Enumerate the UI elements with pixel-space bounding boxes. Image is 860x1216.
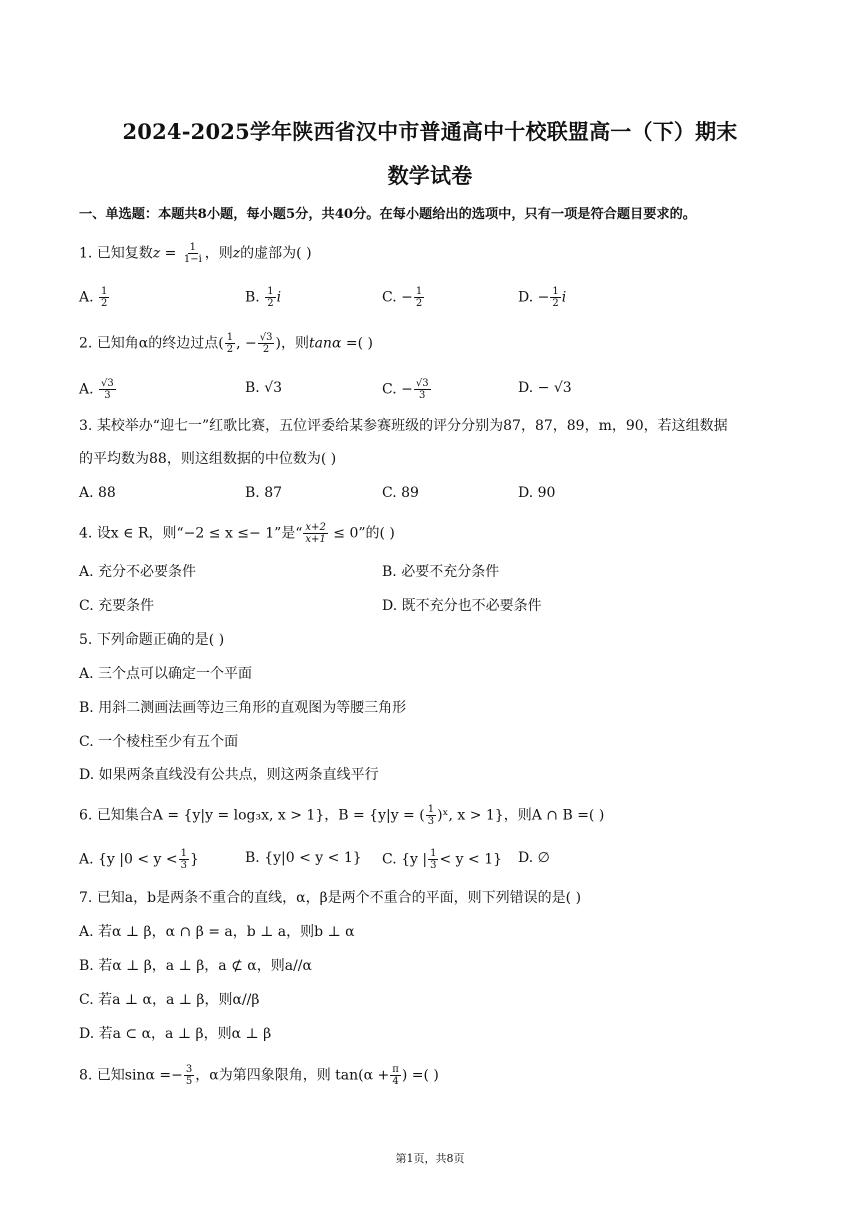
option-b: B. √3 (245, 380, 283, 396)
exam-title-line2: 数学试卷 (387, 163, 473, 188)
fraction: $\frac{√3}{2}$ (259, 332, 273, 355)
option-a: A. {y |0 < y < $\frac{1}{3}$ } (79, 848, 199, 871)
option-d: D. ∅ (518, 850, 550, 866)
option-a: A. 88 (79, 485, 116, 501)
option-c: C. 一个棱柱至少有五个面 (79, 734, 239, 750)
option-a: A. $\frac{√3}{3}$ (79, 378, 114, 401)
option-b: B. 用斜二测画法画等边三角形的直观图为等腰三角形 (79, 700, 407, 716)
question-number: 1. (79, 245, 93, 262)
option-d: D. 90 (518, 485, 556, 501)
fraction: $\frac{x+2}{x+1}$ (305, 522, 326, 545)
fraction: $\frac{1}{1-i}$ (183, 242, 202, 265)
question-number: 2. (79, 335, 93, 352)
question-8: 8. 已知sinα =− $\frac{3}{5}$ ，α为第四象限角，则 tan(α + $\frac{\pi}{4}$ ) =( ) (79, 1064, 439, 1087)
fraction: $\frac{\pi}{4}$ (392, 1064, 399, 1087)
option-c: C. 充要条件 (79, 598, 155, 614)
question-5: 5. 下列命题正确的是( ) (79, 632, 225, 648)
question-3: 3. 某校举办“迎七一”红歌比赛，五位评委给某参赛班级的评分分别为87，87，89，m，90，若这组数据 (79, 418, 728, 434)
question-text: 的虚部为( ) (240, 245, 312, 262)
option-d: D. − √3 (518, 380, 572, 396)
option-c: C. 89 (382, 485, 419, 501)
fraction: $\frac{3}{5}$ (185, 1064, 193, 1087)
question-text: ，则 (204, 245, 233, 262)
option-d: D. − $\frac{1}{2}$ i (518, 286, 567, 309)
option-a: A. $\frac{1}{2}$ (79, 286, 108, 309)
question-text: 某校举办“迎七一”红歌比赛，五位评委给某参赛班级的评分分别为87，87，89，m，90，若这组数据 (96, 418, 728, 434)
option-c: C. − $\frac{1}{2}$ (382, 286, 423, 309)
question-1 (79, 242, 312, 265)
question-2: 2. 已知角α的终边过点( $\frac{1}{2}$ , − $\frac{√3}{2}$ )，则tanα =( ) (79, 332, 373, 355)
option-d: D. 若a ⊂ α，a ⊥ β，则α ⊥ β (79, 1026, 272, 1042)
section-heading: 一、单选题：本题共8小题，每小题5分，共40分。在每小题给出的选项中，只有一项是符合题目要求的。 (79, 207, 696, 222)
page-footer: 第1页，共8页 (395, 1152, 465, 1165)
math-var: z = (152, 245, 177, 262)
question-7: 7. 已知a，b是两条不重合的直线，α，β是两个不重合的平面，则下列错误的是( ) (79, 890, 582, 906)
option-b: B. $\frac{1}{2}$ i (245, 286, 282, 309)
option-d: D. 既不充分也不必要条件 (382, 598, 542, 614)
option-a: A. 三个点可以确定一个平面 (79, 666, 253, 682)
option-d: D. 如果两条直线没有公共点，则这两条直线平行 (79, 767, 379, 783)
option-a: A. 充分不必要条件 (79, 564, 197, 580)
question-4: 4. 设x ∈ R，则“−2 ≤ x ≤− 1”是“ $\frac{x+2}{x+1}$ ≤ 0”的( ) (79, 522, 395, 545)
exam-title-line1: 2024-2025学年陕西省汉中市普通高中十校联盟高一（下）期末 (122, 119, 738, 144)
question-text: 已知复数 (96, 245, 153, 262)
question-6: 6. 已知集合A = {y|y = log₃x, x > 1}，B = {y|y = ( $\frac{1}{3}$ )ˣ, x > 1}，则A ∩ B =( ) (79, 804, 605, 827)
question-text: 已知角α的终边过点( (96, 335, 224, 352)
option-c: C. − $\frac{√3}{3}$ (382, 378, 429, 401)
option-a: A. 若α ⊥ β，α ∩ β = a，b ⊥ a，则b ⊥ α (79, 924, 355, 940)
option-b: B. 87 (245, 485, 283, 501)
option-c: C. 若a ⊥ α，a ⊥ β，则α//β (79, 992, 260, 1008)
question-3-continued: 的平均数为88，则这组数据的中位数为( ) (79, 451, 337, 467)
fraction: $\frac{1}{2}$ (226, 332, 234, 355)
option-b: B. 若α ⊥ β，a ⊥ β，a ⊄ α，则a//α (79, 958, 312, 974)
option-b: B. {y|0 < y < 1} (245, 850, 362, 866)
fraction: $\frac{1}{3}$ (427, 804, 435, 827)
math-var: z (232, 245, 241, 262)
option-b: B. 必要不充分条件 (382, 564, 500, 580)
option-c: C. {y | $\frac{1}{3}$ < y < 1} (382, 848, 503, 871)
